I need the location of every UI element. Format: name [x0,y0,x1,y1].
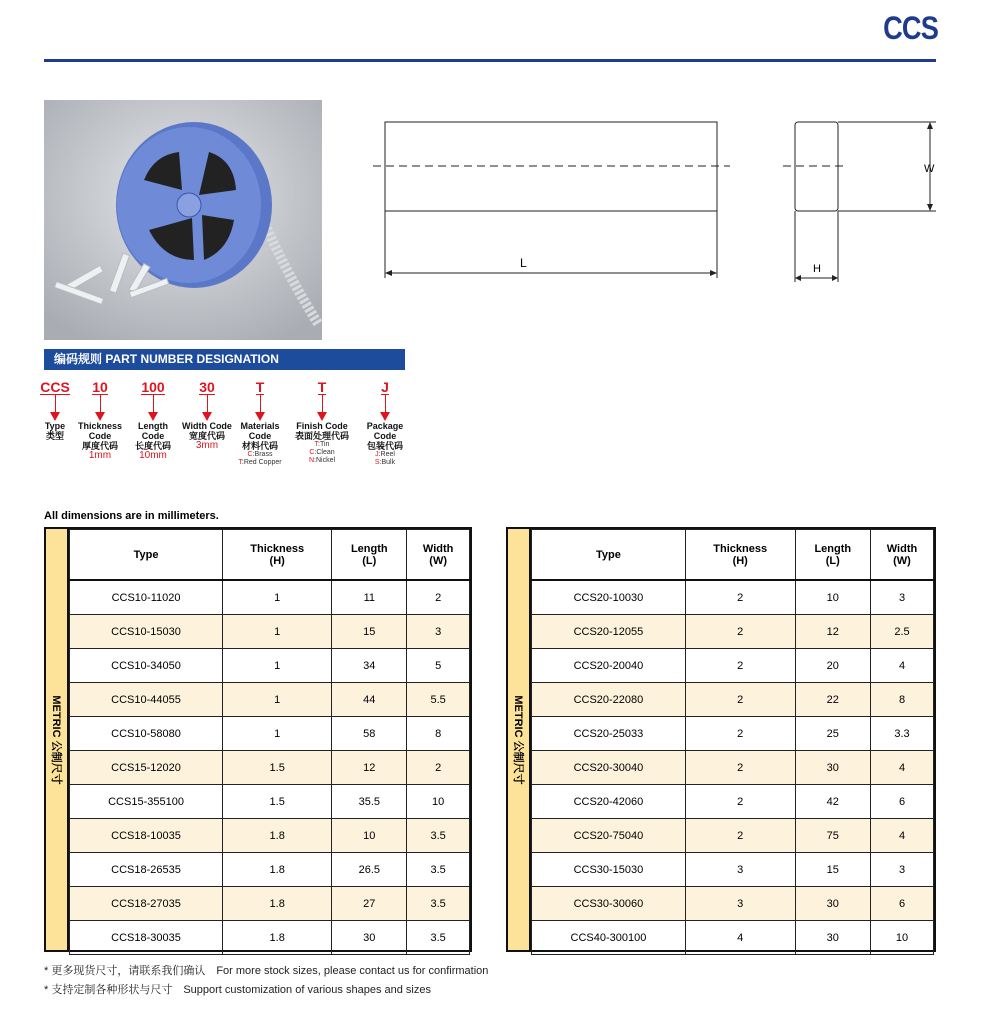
code-label: Width Code [182,421,232,431]
table-cell: CCS20-12055 [532,615,686,649]
code-package-code [360,380,410,467]
table-cell: 10 [795,580,870,615]
table-cell: 12 [795,615,870,649]
code-label: Thickness Code [77,421,123,441]
code-type [35,380,75,441]
table-row [70,819,470,853]
table-cell: 4 [871,819,934,853]
table-header-row [70,530,470,581]
table-cell: CCS10-44055 [70,683,223,717]
table-cell: 1.5 [223,785,332,819]
table-row [70,751,470,785]
code-option: C:Clean [309,449,335,456]
footnote-custom: * 支持定制各种形状与尺寸 Support customization of various shapes and sizes [44,984,431,996]
code-label-cn: 类型 [45,431,64,441]
table-cell: 2 [685,580,795,615]
table-cell: 75 [795,819,870,853]
table-cell: 22 [795,683,870,717]
table-cell: 35.5 [332,785,407,819]
table-cell: 2 [685,615,795,649]
table-cell: CCS30-15030 [532,853,686,887]
table-cell: 20 [795,649,870,683]
table-cell: CCS15-12020 [70,751,223,785]
top-view-outline [385,122,717,211]
table-cell: 30 [795,887,870,921]
table-cell: 30 [332,921,407,955]
table-cell: 1 [223,683,332,717]
table-cell: CCS10-11020 [70,580,223,615]
table-row [532,615,934,649]
table-cell: 10 [407,785,470,819]
table-row [532,785,934,819]
table-cell: 3 [871,853,934,887]
code-label-cn: 材料代码 [241,441,278,451]
code-label: Materials Code [240,421,280,441]
code-materials-code [230,380,290,467]
table-cell: 2 [685,683,795,717]
length-label: L [520,256,527,270]
table-cell: 4 [871,649,934,683]
code-label-cn: 长度代码 [134,441,171,451]
table-cell: 2 [685,819,795,853]
table-cell: 27 [332,887,407,921]
table-row [532,853,934,887]
table-cell: 2 [407,580,470,615]
table-header-row [532,530,934,581]
table-cell: 3.5 [407,819,470,853]
metric-side-label: METRIC 公制尺寸 [46,529,69,950]
code-value: T [317,379,327,395]
code-label: Package Code [366,421,404,441]
table-cell: 3 [685,853,795,887]
page-title: CCS [883,10,938,46]
column-header: Type [70,530,223,581]
table-cell: 15 [332,615,407,649]
code-example: 10mm [139,450,167,461]
code-option: J:Reel [375,451,395,458]
table-cell: CCS30-30060 [532,887,686,921]
table-cell: CCS20-20040 [532,649,686,683]
table-cell: CCS20-75040 [532,819,686,853]
code-option: T:Tin [314,441,330,448]
code-length-code [128,380,178,461]
table-row [532,751,934,785]
table-cell: CCS18-30035 [70,921,223,955]
table-cell: 2 [685,717,795,751]
table-cell: CCS18-10035 [70,819,223,853]
table-cell: 1 [223,717,332,751]
table-cell: 10 [332,819,407,853]
table-row [70,921,470,955]
table-row [70,887,470,921]
column-header: Length (L) [332,530,407,581]
header-divider [44,59,936,62]
table-cell: CCS18-26535 [70,853,223,887]
metric-side-label: METRIC 公制尺寸 [508,529,531,950]
table-row [70,649,470,683]
table-cell: 1.8 [223,921,332,955]
table-cell: 1 [223,580,332,615]
table-row [532,717,934,751]
table-cell: 25 [795,717,870,751]
table-cell: 1.8 [223,887,332,921]
table-row [70,785,470,819]
code-option: S:Bulk [374,459,396,466]
table-row [532,649,934,683]
table-cell: 2 [685,785,795,819]
table-cell: 2 [685,649,795,683]
table-cell: 3 [871,580,934,615]
code-label-cn: 宽度代码 [188,431,225,441]
code-width-code [182,380,232,451]
table-cell: 30 [795,921,870,955]
table-cell: 2.5 [871,615,934,649]
table-row [532,580,934,615]
table-cell: 10 [871,921,934,955]
code-option: C:Brass [247,451,273,458]
code-value: 30 [199,379,215,395]
table-row [532,921,934,955]
code-thickness-code [70,380,130,461]
spec-table-right [506,527,936,952]
table-row [532,683,934,717]
table-cell: 1.8 [223,819,332,853]
table-cell: 8 [871,683,934,717]
table-cell: 30 [795,751,870,785]
table-cell: CCS40-300100 [532,921,686,955]
product-reel-photo [44,100,322,340]
table-cell: CCS20-10030 [532,580,686,615]
column-header: Length (L) [795,530,870,581]
code-example: 1mm [88,450,112,461]
code-finish-code [292,380,352,465]
dimension-drawing [360,110,960,290]
table-cell: 1.8 [223,853,332,887]
footnote-stock: * 更多现货尺寸，请联系我们确认 For more stock sizes, please contact us for confirmation [44,965,489,977]
table-row [70,853,470,887]
code-value: J [381,379,389,395]
table-cell: CCS20-30040 [532,751,686,785]
code-value: 10 [92,379,108,395]
table-cell: 6 [871,785,934,819]
table-cell: 1.5 [223,751,332,785]
code-value: CCS [40,379,70,395]
part-number-designation-header: 编码规则 PART NUMBER DESIGNATION [44,349,405,370]
table-cell: 5 [407,649,470,683]
table-cell: 15 [795,853,870,887]
table-cell: 5.5 [407,683,470,717]
code-value: T [255,379,265,395]
table-cell: CCS20-42060 [532,785,686,819]
table-row [70,683,470,717]
table-cell: 3 [407,615,470,649]
table-cell: 34 [332,649,407,683]
table-row [532,819,934,853]
code-value: 100 [141,379,165,395]
table-cell: CCS10-34050 [70,649,223,683]
table-cell: 8 [407,717,470,751]
table-cell: CCS10-15030 [70,615,223,649]
table-cell: 4 [871,751,934,785]
table-cell: 6 [871,887,934,921]
column-header: Thickness (H) [685,530,795,581]
code-label: Finish Code [296,421,348,431]
table-cell: 2 [407,751,470,785]
table-cell: CCS10-58080 [70,717,223,751]
table-cell: 3.3 [871,717,934,751]
dimensions-note: All dimensions are in millimeters. [44,510,219,522]
table-row [532,887,934,921]
table-cell: 1 [223,615,332,649]
code-example: 3mm [195,440,219,451]
table-row [70,717,470,751]
table-cell: 44 [332,683,407,717]
column-header: Width (W) [407,530,470,581]
code-label: Length Code [138,421,168,441]
column-header: Type [532,530,686,581]
table-cell: 4 [685,921,795,955]
column-header: Thickness (H) [223,530,332,581]
height-label: H [813,263,821,275]
code-label: Type [44,421,66,431]
code-label-cn: 表面处理代码 [294,431,349,441]
column-header: Width (W) [871,530,934,581]
table-cell: CCS18-27035 [70,887,223,921]
table-cell: 3.5 [407,887,470,921]
table-cell: 1 [223,649,332,683]
table-cell: CCS20-22080 [532,683,686,717]
table-cell: 12 [332,751,407,785]
code-option: T:Red Copper [238,459,282,466]
table-cell: 3.5 [407,921,470,955]
table-cell: CCS15-355100 [70,785,223,819]
table-cell: 3.5 [407,853,470,887]
code-option: N:Nickel [308,457,336,464]
spec-table-left [44,527,472,952]
table-cell: 11 [332,580,407,615]
table-row [70,580,470,615]
code-label-cn: 厚度代码 [81,441,118,451]
table-cell: 26.5 [332,853,407,887]
table-cell: 58 [332,717,407,751]
width-label: W [924,163,935,175]
code-label-cn: 包装代码 [366,441,403,451]
table-cell: 2 [685,751,795,785]
table-row [70,615,470,649]
table-cell: 42 [795,785,870,819]
table-cell: CCS20-25033 [532,717,686,751]
table-cell: 3 [685,887,795,921]
